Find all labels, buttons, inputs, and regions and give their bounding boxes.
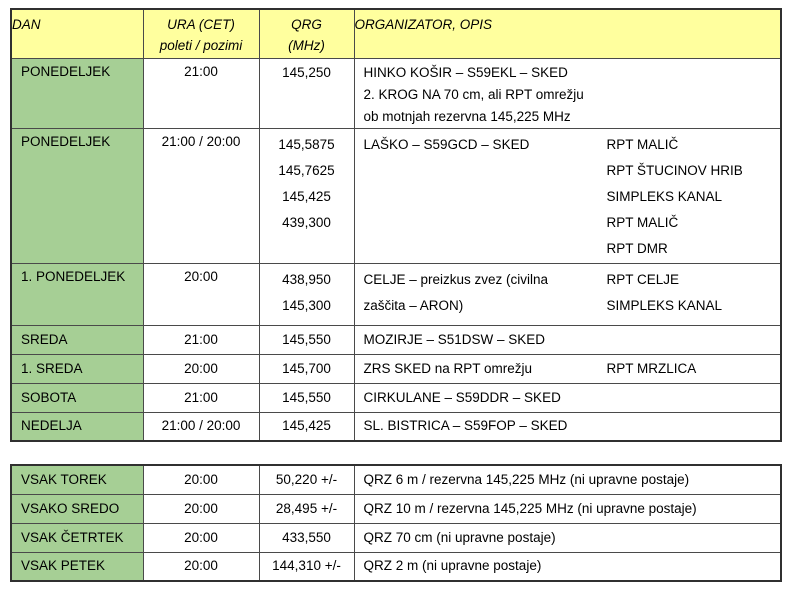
day-cell: VSAKO SREDO (11, 494, 143, 523)
day-cell: 1. PONEDELJEK (11, 263, 143, 325)
organizer-cell (354, 263, 781, 325)
organizer-text (364, 267, 607, 319)
organizer-content (364, 356, 781, 382)
day-cell: SOBOTA (11, 383, 143, 412)
text-line: CELJE – preizkus zvez (civilna (363, 271, 549, 287)
organizer-cell (354, 383, 781, 412)
text-line: CIRKULANE – S59DDR – SKED (363, 389, 561, 405)
header-time (143, 9, 259, 58)
text-line: ZRS SKED na RPT omrežju (363, 360, 533, 376)
text-line: RPT MALIČ (606, 214, 679, 230)
text-line: 145,300 (282, 297, 331, 313)
text-line: 145,7625 (278, 162, 335, 178)
organizer-text (364, 132, 607, 158)
time-cell: 20:00 (143, 552, 259, 581)
organizer-text (364, 327, 607, 353)
text-line: MOZIRJE – S51DSW – SKED (363, 331, 546, 347)
text-line: 145,550 (282, 389, 331, 405)
header-day: DAN (11, 9, 143, 58)
organizer-cell: QRZ 10 m / rezervna 145,225 MHz (ni upravne postaje) (354, 494, 781, 523)
qrz-row (11, 552, 781, 581)
sked-row (11, 128, 781, 263)
text-line: 438,950 (282, 271, 331, 287)
organizer-content (364, 413, 781, 439)
text-line: SIMPLEKS KANAL (606, 188, 723, 204)
day-cell: SREDA (11, 325, 143, 354)
qrg-cell (259, 263, 354, 325)
qrg-cell (259, 412, 354, 441)
time-cell: 20:00 (143, 263, 259, 325)
organizer-text (364, 385, 607, 411)
text-line: RPT MRZLICA (606, 360, 697, 376)
organizer-cell (354, 412, 781, 441)
text-line: ob motnjah rezervna 145,225 MHz (363, 108, 571, 124)
text-line: 145,250 (282, 64, 331, 80)
day-cell: PONEDELJEK (11, 58, 143, 128)
day-cell: NEDELJA (11, 412, 143, 441)
sked-row (11, 325, 781, 354)
header-time-line2: poleti / pozimi (159, 38, 243, 53)
time-cell: 21:00 (143, 325, 259, 354)
organizer-cell (354, 354, 781, 383)
organizer-text (364, 62, 607, 128)
day-cell: VSAK TOREK (11, 465, 143, 494)
text-line: SL. BISTRICA – S59FOP – SKED (363, 418, 568, 434)
text-line: 145,425 (282, 418, 331, 434)
time-cell: 21:00 / 20:00 (143, 128, 259, 263)
organizer-content (364, 267, 781, 319)
organizer-content (364, 385, 781, 411)
header-qrg-line2: (MHz) (288, 38, 325, 53)
text-line: 145,5875 (278, 136, 335, 152)
text-line: LAŠKO – S59GCD – SKED (363, 136, 530, 152)
header-organizer: ORGANIZATOR, OPIS (354, 9, 781, 58)
organizer-content (364, 327, 781, 353)
qrg-cell (259, 128, 354, 263)
sked-row (11, 412, 781, 441)
sked-row (11, 263, 781, 325)
day-cell: PONEDELJEK (11, 128, 143, 263)
qrg-cell (259, 354, 354, 383)
time-cell: 20:00 (143, 523, 259, 552)
time-cell: 21:00 (143, 383, 259, 412)
qrz-activity-table (10, 464, 782, 582)
text-line: RPT CELJE (606, 271, 680, 287)
day-cell: VSAK PETEK (11, 552, 143, 581)
qrg-cell (259, 383, 354, 412)
header-qrg (259, 9, 354, 58)
qrz-row (11, 523, 781, 552)
time-cell: 20:00 (143, 494, 259, 523)
qrg-cell: 50,220 +/- (259, 465, 354, 494)
qrg-cell (259, 58, 354, 128)
sked-row (11, 354, 781, 383)
time-cell: 21:00 / 20:00 (143, 412, 259, 441)
text-line: 145,425 (282, 188, 331, 204)
text-line: 439,300 (282, 214, 331, 230)
time-cell: 20:00 (143, 465, 259, 494)
text-line: RPT ŠTUCINOV HRIB (606, 162, 743, 178)
organizer-cell (354, 325, 781, 354)
text-line: SIMPLEKS KANAL (606, 297, 723, 313)
organizer-content (364, 132, 781, 262)
qrg-cell: 28,495 +/- (259, 494, 354, 523)
day-cell: 1. SREDA (11, 354, 143, 383)
repeater-list (607, 132, 781, 262)
text-line: RPT DMR (606, 240, 668, 256)
weekly-sked-table (10, 8, 782, 442)
qrz-row (11, 465, 781, 494)
qrz-row (11, 494, 781, 523)
day-cell: VSAK ČETRTEK (11, 523, 143, 552)
organizer-cell: QRZ 70 cm (ni upravne postaje) (354, 523, 781, 552)
organizer-content (364, 62, 781, 128)
text-line: HINKO KOŠIR – S59EKL – SKED (363, 64, 568, 80)
header-qrg-line1: QRG (291, 17, 322, 32)
header-row (11, 9, 781, 58)
qrg-cell: 144,310 +/- (259, 552, 354, 581)
text-line: 2. KROG NA 70 cm, ali RPT omrežju (363, 86, 584, 102)
repeater-list (607, 267, 781, 319)
organizer-cell: QRZ 6 m / rezervna 145,225 MHz (ni upravne postaje) (354, 465, 781, 494)
time-cell: 20:00 (143, 354, 259, 383)
header-time-line1: URA (CET) (167, 17, 235, 32)
organizer-cell (354, 128, 781, 263)
qrg-cell: 433,550 (259, 523, 354, 552)
organizer-cell: QRZ 2 m (ni upravne postaje) (354, 552, 781, 581)
qrg-cell (259, 325, 354, 354)
repeater-list (607, 356, 781, 382)
text-line: 145,550 (282, 331, 331, 347)
organizer-cell (354, 58, 781, 128)
text-line: 145,700 (282, 360, 331, 376)
organizer-text (364, 413, 607, 439)
text-line: zaščita – ARON) (363, 297, 464, 313)
organizer-text (364, 356, 607, 382)
time-cell: 21:00 (143, 58, 259, 128)
text-line: RPT MALIČ (606, 136, 679, 152)
sked-row (11, 58, 781, 128)
sked-row (11, 383, 781, 412)
